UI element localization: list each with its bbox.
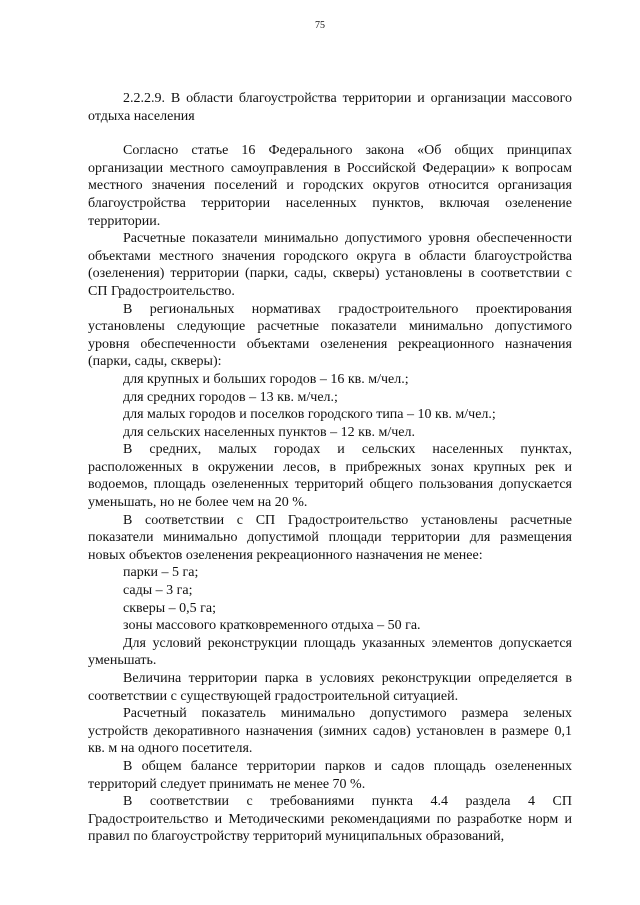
list-item: парки – 5 га; bbox=[123, 565, 199, 581]
list-item: сады – 3 га; bbox=[123, 583, 193, 599]
paragraph: Величина территории парка в условиях реконструкции определяется в соответствии с существующей градостроительной ситуацией. bbox=[88, 671, 572, 704]
paragraph: Для условий реконструкции площадь указанных элементов допускается уменьшать. bbox=[88, 635, 572, 669]
paragraph: В соответствии с СП Градостроительство установлены расчетные показатели минимально допустимой площади территории для размещения новых объектов озеленения рекреационного назначения не менее: bbox=[88, 512, 572, 563]
list-item: для малых городов и поселков городского типа – 10 кв. м/чел.; bbox=[123, 407, 496, 423]
paragraph: В общем балансе территории парков и садов площадь озелененных территорий следует принимать не менее 70 %. bbox=[88, 758, 572, 792]
list-item: для сельских населенных пунктов – 12 кв. м/чел. bbox=[123, 424, 415, 440]
list-item: зоны массового кратковременного отдыха – 50 га. bbox=[123, 618, 421, 634]
section-heading: 2.2.2.9. В области благоустройства территории и организации массового отдыха населения bbox=[88, 91, 572, 124]
list-item: для крупных и больших городов – 16 кв. м/чел.; bbox=[123, 371, 409, 387]
paragraph: Согласно статье 16 Федерального закона «Об общих принципах организации местного самоуправления в Российской Федерации» к вопросам местного значения поселений и городских округов относится организация благоустройства территории населенных пунктов, включая озеленение территории. bbox=[88, 143, 572, 229]
page-number: 75 bbox=[315, 20, 325, 31]
paragraph: В региональных нормативах градостроительного проектирования установлены следующие расчетные показатели минимально допустимого уровня обеспеченности объектами озеленения рекреационного назначения (парки, сады, скверы): bbox=[88, 301, 572, 370]
paragraph: Расчетный показатель минимально допустимого размера зеленых устройств декоративного назначения (зимних садов) установлен в размере 0,1 кв. м на одного посетителя. bbox=[88, 706, 572, 757]
document-body bbox=[88, 90, 572, 846]
paragraph: В соответствии с требованиями пункта 4.4 раздела 4 СП Градостроительство и Методическими рекомендациями по разработке норм и правил по благоустройству территорий муниципальных образований, bbox=[88, 794, 572, 845]
list-item: для средних городов – 13 кв. м/чел.; bbox=[123, 389, 338, 405]
list-item: скверы – 0,5 га; bbox=[123, 600, 217, 616]
paragraph: В средних, малых городах и сельских населенных пунктах, расположенных в окружении лесов, в прибрежных зонах крупных рек и водоемов, площадь озелененных территорий общего пользования допускается уменьшать, но не более чем на 20 %. bbox=[88, 442, 572, 511]
paragraph: Расчетные показатели минимально допустимого уровня обеспеченности объектами местного значения городского округа в области благоустройства (озеленения) территории (парки, сады, скверы) установлены в соответствии с СП Градостроительство. bbox=[88, 231, 572, 299]
